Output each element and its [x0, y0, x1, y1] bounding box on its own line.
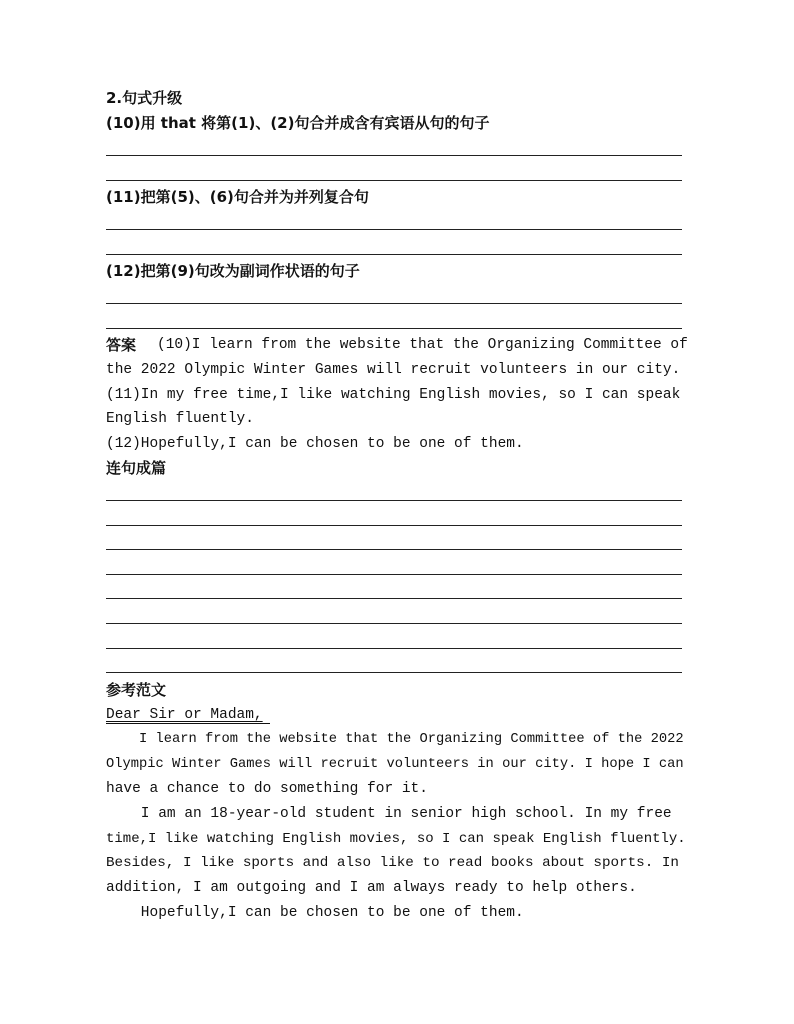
- essay-line: addition, I am outgoing and I am always ready to help others.: [106, 880, 637, 896]
- answer-line-5: (12)Hopefully,I can be chosen to be one of them.: [106, 436, 524, 452]
- writing-line: [106, 500, 682, 501]
- essay-line: time,I like watching English movies, so I can speak English fluently.: [106, 831, 686, 847]
- answer-label: 答案: [106, 336, 137, 354]
- section-heading: 2.句式升级: [106, 89, 183, 107]
- compose-heading: 连句成篇: [106, 459, 167, 477]
- salutation-underline: [106, 723, 270, 724]
- question-12: (12)把第(9)句改为副词作状语的句子: [106, 262, 360, 280]
- writing-line: [106, 525, 682, 526]
- answer-line: [106, 180, 682, 181]
- writing-line: [106, 549, 682, 550]
- answer-line: [106, 328, 682, 329]
- answer-line-3: (11)In my free time,I like watching English movies, so I can speak: [106, 387, 681, 403]
- answer-line: [106, 155, 682, 156]
- question-10: (10)用 that 将第(1)、(2)句合并成含有宾语从句的句子: [106, 114, 490, 132]
- answer-line: [106, 229, 682, 230]
- essay-line: I am an 18-year-old student in senior high school. In my free: [106, 806, 672, 822]
- essay-salutation: Dear Sir or Madam,: [106, 707, 263, 723]
- essay-line: Hopefully,I can be chosen to be one of them.: [106, 905, 524, 921]
- answer-line: [106, 303, 682, 304]
- essay-line: Besides, I like sports and also like to read books about sports. In: [106, 855, 679, 871]
- writing-line: [106, 623, 682, 624]
- essay-line: I learn from the website that the Organizing Committee of the 2022: [106, 732, 684, 747]
- writing-line: [106, 598, 682, 599]
- essay-heading: 参考范文: [106, 681, 167, 699]
- answer-line-4: English fluently.: [106, 411, 254, 427]
- answer-line: [106, 254, 682, 255]
- question-11: (11)把第(5)、(6)句合并为并列复合句: [106, 188, 369, 206]
- writing-line: [106, 574, 682, 575]
- writing-line: [106, 672, 682, 673]
- answer-line-2: the 2022 Olympic Winter Games will recruit volunteers in our city.: [106, 362, 681, 378]
- essay-line: Olympic Winter Games will recruit volunteers in our city. I hope I can: [106, 757, 684, 772]
- answer-line-1: (10)I learn from the website that the Organizing Committee of: [157, 337, 688, 353]
- writing-line: [106, 648, 682, 649]
- essay-line: have a chance to do something for it.: [106, 781, 428, 797]
